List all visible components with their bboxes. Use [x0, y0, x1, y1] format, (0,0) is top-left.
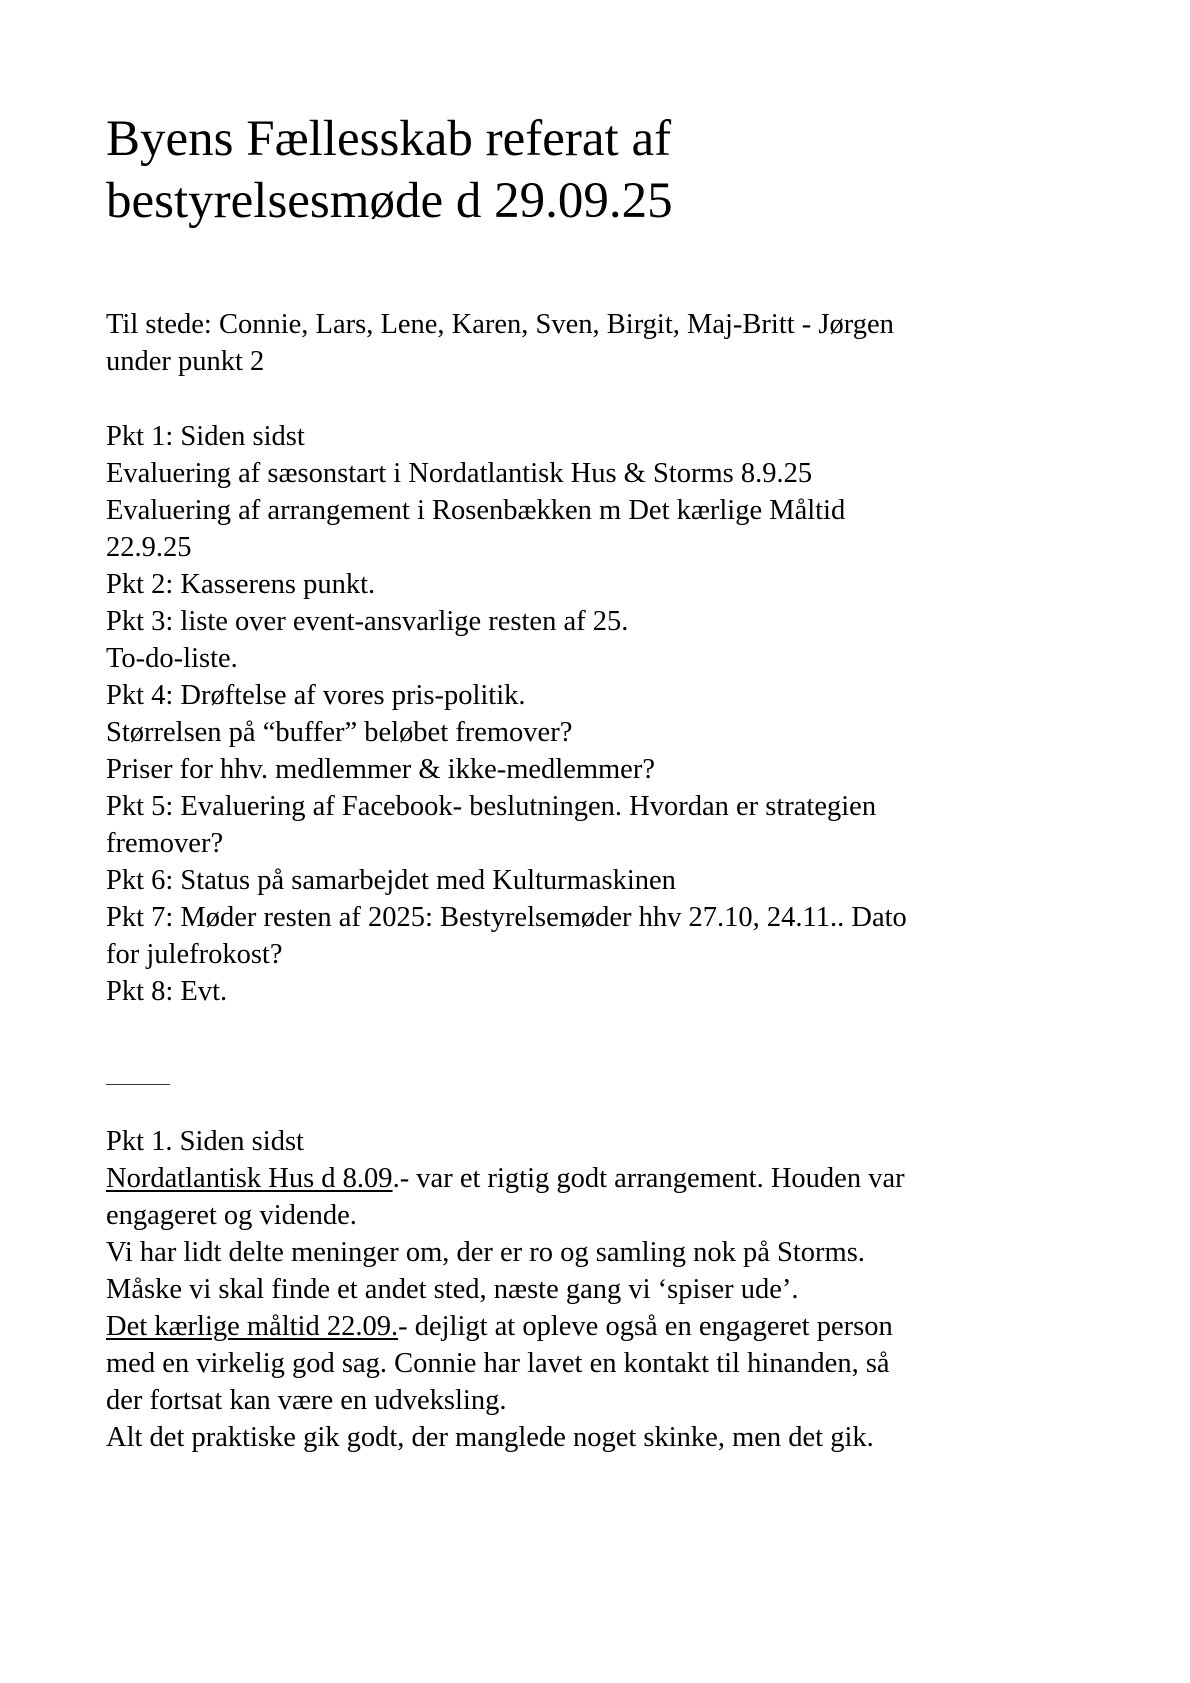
kaerlige-maaltid-text: - dejligt at opleve også en engageret person: [398, 1311, 893, 1342]
minutes-line: [106, 1160, 905, 1197]
kaerlige-maaltid-heading: Det kærlige måltid 22.09.: [106, 1311, 399, 1342]
agenda-item: Evaluering af sæsonstart i Nordatlantisk Hus & Storms 8.9.25: [106, 458, 813, 489]
title-line-2: bestyrelsesmøde d 29.09.25: [106, 173, 673, 229]
minutes-line: Alt det praktiske gik godt, der manglede noget skinke, men det gik.: [106, 1422, 874, 1453]
agenda-item: Størrelsen på “buffer” beløbet fremover?: [106, 717, 573, 748]
title-line-1: Byens Fællesskab referat af: [106, 111, 672, 167]
agenda-item: Pkt 3: liste over event-ansvarlige resten af 25.: [106, 606, 629, 637]
agenda-item: 22.9.25: [106, 532, 192, 563]
minutes-heading: Pkt 1. Siden sidst: [106, 1126, 304, 1157]
minutes-line: med en virkelig god sag. Connie har lavet en kontakt til hinanden, så: [106, 1348, 890, 1379]
nordatlantisk-hus-text: .- var et rigtig godt arrangement. Houden var: [392, 1163, 905, 1194]
agenda-item: Pkt 2: Kasserens punkt.: [106, 569, 376, 600]
agenda-item: Pkt 6: Status på samarbejdet med Kulturmaskinen: [106, 865, 676, 896]
section-divider: [106, 1084, 170, 1085]
nordatlantisk-hus-heading: Nordatlantisk Hus d 8.09: [106, 1163, 393, 1194]
agenda-item: Pkt 7: Møder resten af 2025: Bestyrelsemøder hhv 27.10, 24.11.. Dato: [106, 902, 907, 933]
agenda-item: Pkt 5: Evaluering af Facebook- beslutningen. Hvordan er strategien: [106, 791, 877, 822]
agenda-item: Pkt 4: Drøftelse af vores pris-politik.: [106, 680, 526, 711]
agenda-item: Evaluering af arrangement i Rosenbækken m Det kærlige Måltid: [106, 495, 846, 526]
attendance-line-2: under punkt 2: [106, 346, 265, 377]
agenda-item: To-do-liste.: [106, 643, 238, 674]
attendance-section: [106, 306, 894, 380]
document-title: [106, 108, 673, 232]
minutes-line: Vi har lidt delte meninger om, der er ro og samling nok på Storms.: [106, 1237, 865, 1268]
minutes-line: der fortsat kan være en udveksling.: [106, 1385, 507, 1416]
minutes-line: [106, 1308, 905, 1345]
minutes-line: engageret og vidende.: [106, 1200, 357, 1231]
agenda-item: Pkt 1: Siden sidst: [106, 421, 305, 452]
agenda-item: Priser for hhv. medlemmer & ikke-medlemmer?: [106, 754, 655, 785]
agenda-item: fremover?: [106, 828, 224, 859]
agenda-item: Pkt 8: Evt.: [106, 976, 228, 1007]
attendance-line-1: Til stede: Connie, Lars, Lene, Karen, Sven, Birgit, Maj-Britt - Jørgen: [106, 309, 894, 340]
minutes-section: [106, 1123, 905, 1456]
agenda-list: [106, 418, 907, 1010]
minutes-line: Måske vi skal finde et andet sted, næste gang vi ‘spiser ude’.: [106, 1274, 799, 1305]
agenda-item: for julefrokost?: [106, 939, 283, 970]
